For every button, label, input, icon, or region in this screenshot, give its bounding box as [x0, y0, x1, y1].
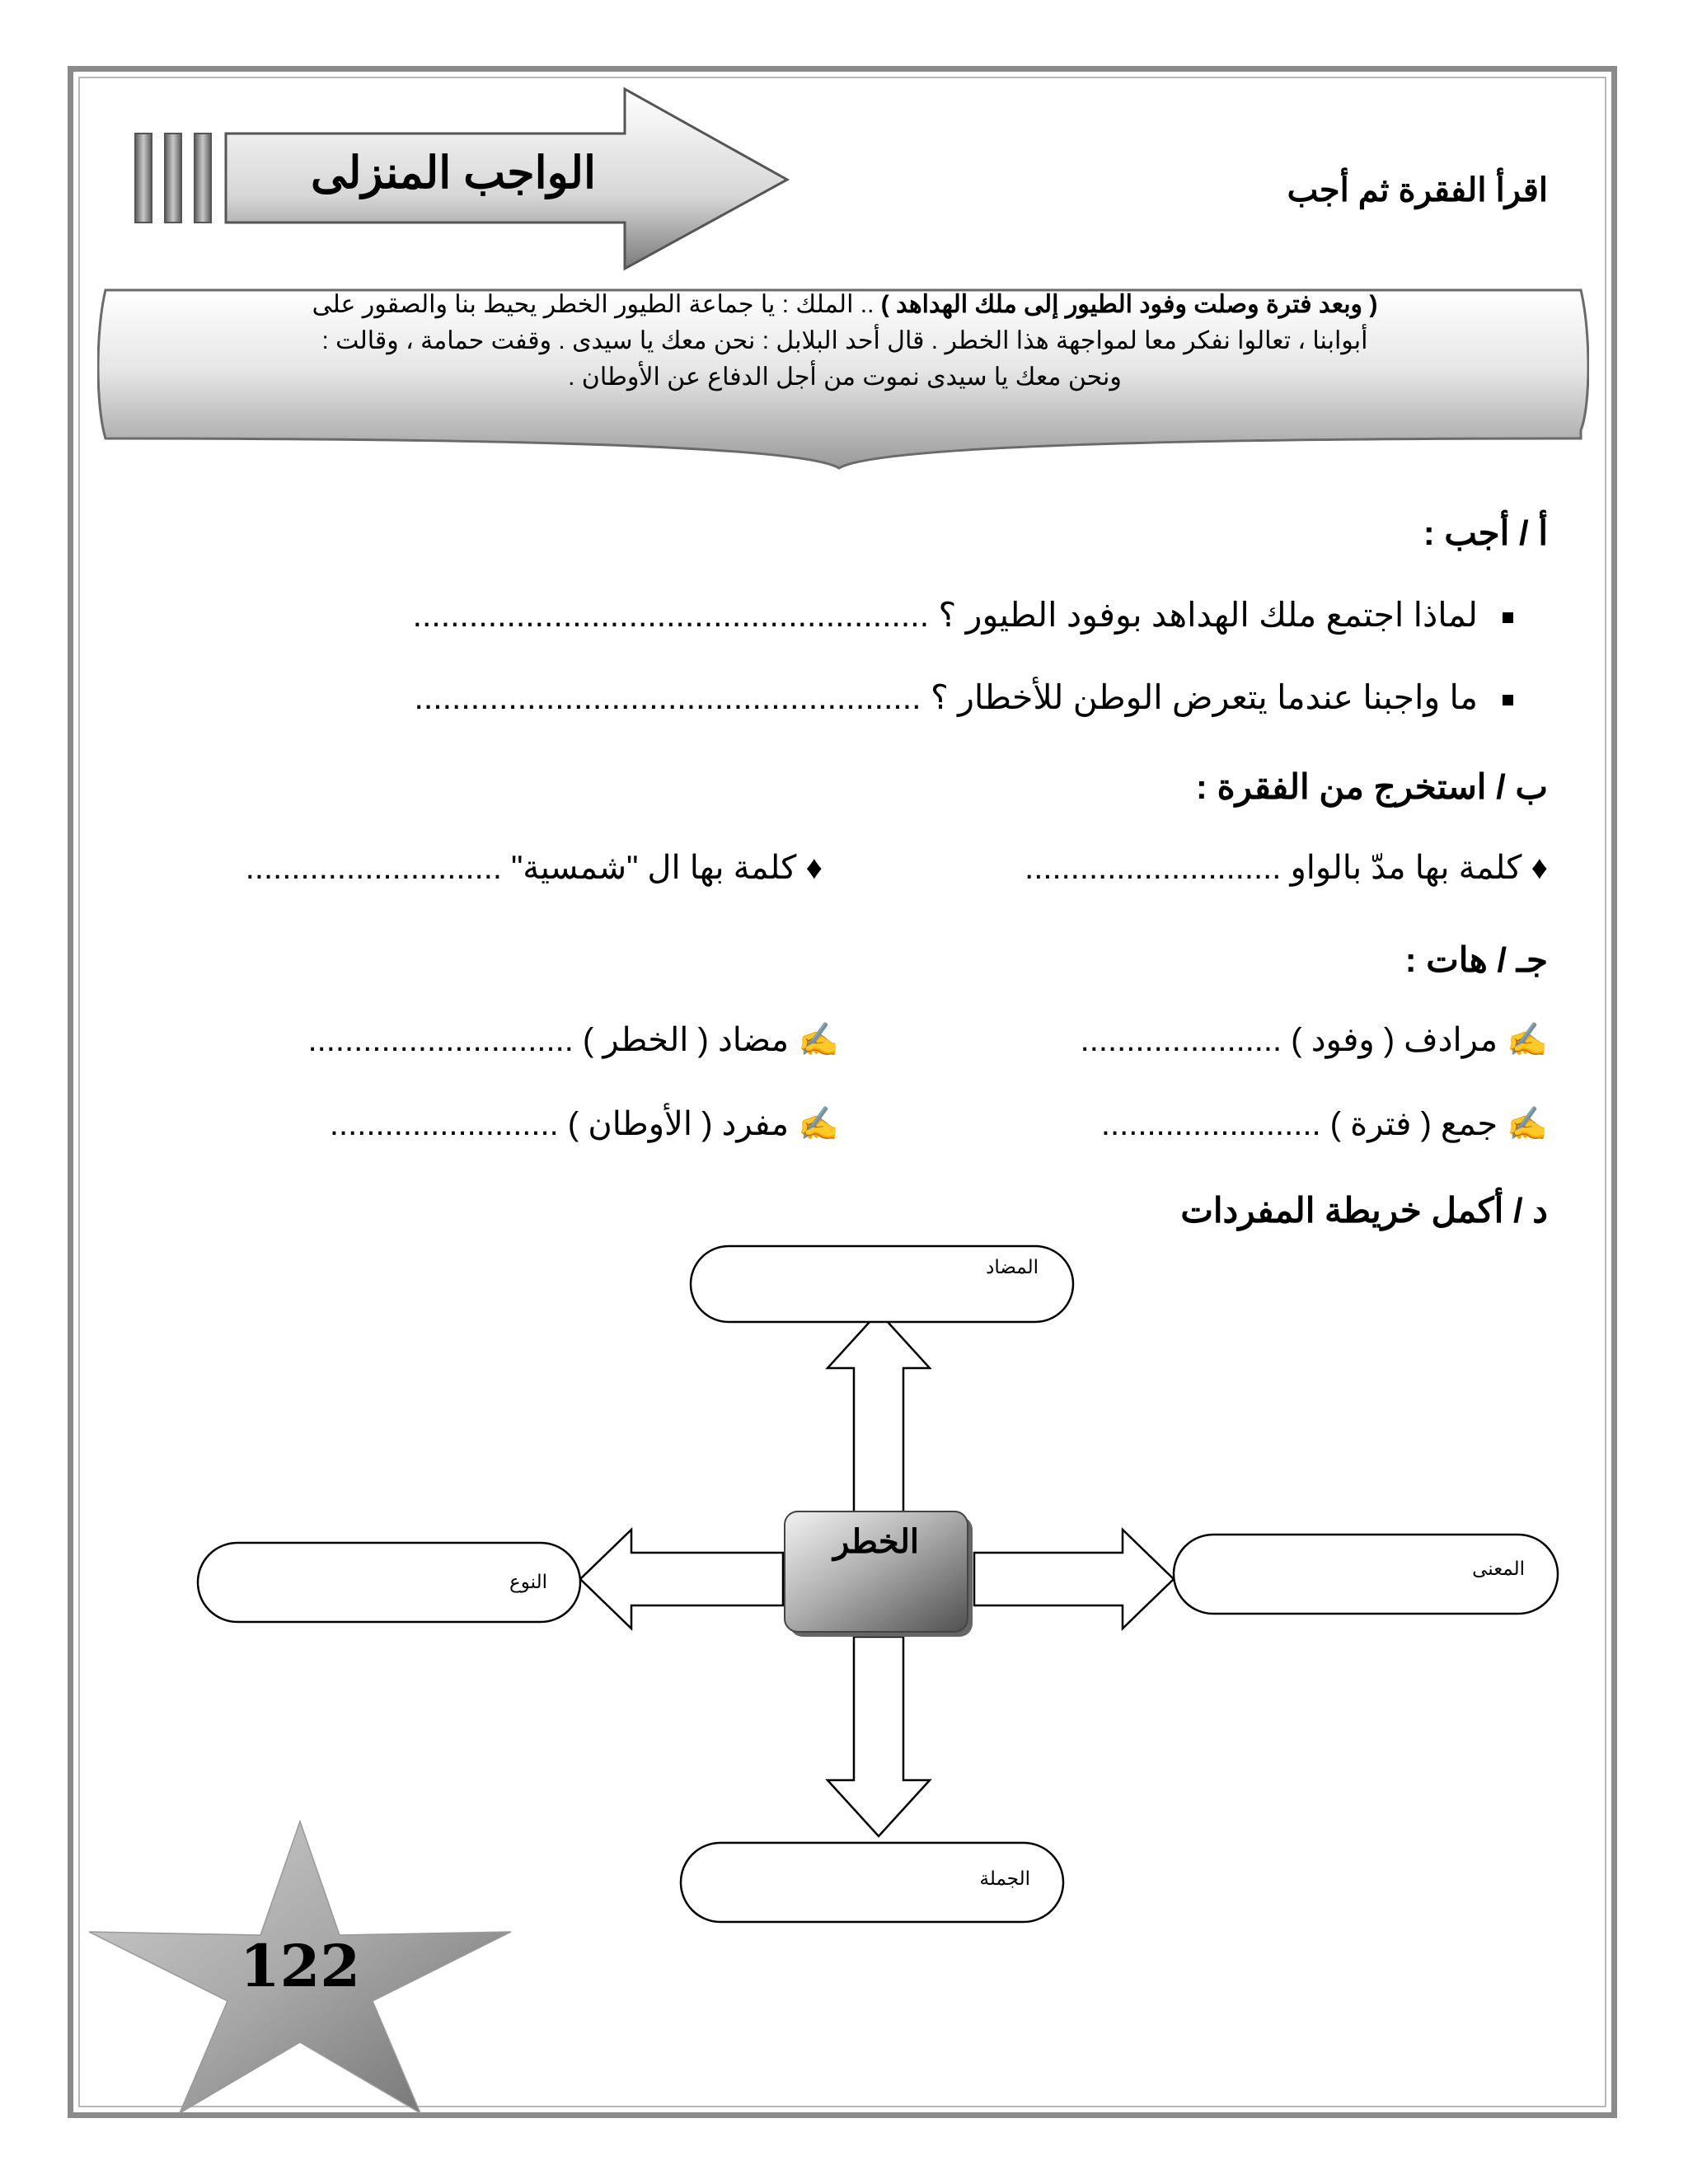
section-a-heading: أ / أجب : — [1423, 513, 1548, 552]
page-number: 122 — [239, 1932, 361, 2000]
give-item-singular-text: مفرد ( الأوطان ) — [567, 1106, 790, 1142]
map-bottom-label: الجملة — [979, 1868, 1030, 1889]
instruction-text: اقرأ الفقرة ثم أجب — [1287, 172, 1548, 209]
extract-answer-1[interactable]: ............................ — [1025, 850, 1282, 886]
section-c-heading: جـ / هات : — [1404, 940, 1548, 979]
question-2-text: ما واجبنا عندما يتعرض الوطن للأخطار ؟ — [930, 678, 1478, 716]
give-answer-synonym[interactable]: ...................... — [1080, 1022, 1282, 1058]
give-answer-plural[interactable]: ........................ — [1100, 1106, 1321, 1142]
extract-answer-2[interactable]: ............................ — [245, 850, 502, 886]
give-item-antonym-text: مضاد ( الخطر ) — [582, 1022, 790, 1058]
section-d-heading: د / أكمل خريطة المفردات — [1180, 1191, 1548, 1230]
writing-hand-icon: ✍ — [1507, 1022, 1548, 1058]
map-center-label: الخطر — [832, 1524, 919, 1560]
extract-item-2-text: كلمة بها ال "شمسية" — [511, 850, 797, 886]
map-left-label: النوع — [509, 1571, 547, 1592]
drop-bullet-icon: ♦ — [1531, 850, 1548, 886]
arrow-left — [580, 1530, 783, 1629]
passage-line-1-rest: .. الملك : يا جماعة الطيور الخطر يحيط بنا والصقور على — [312, 291, 874, 318]
give-item-plural-text: جمع ( فترة ) — [1329, 1106, 1498, 1142]
passage-line-2: أبوابنا ، تعالوا نفكر معا لمواجهة هذا الخطر . قال أحد البلابل : نحن معك يا سيدى . وقفت حمامة ، وقالت : — [321, 327, 1368, 354]
section-b-heading: ب / استخرج من الفقرة : — [1195, 767, 1548, 806]
arrow-down — [828, 1637, 930, 1836]
answer-line-2[interactable]: ...................................................... — [414, 678, 921, 716]
map-top-label: المضاد — [986, 1256, 1039, 1277]
drop-bullet-icon: ♦ — [805, 850, 823, 886]
arrow-up — [828, 1312, 930, 1513]
writing-hand-icon: ✍ — [1507, 1106, 1548, 1142]
passage-intro: ( وبعد فترة وصلت وفود الطيور إلى ملك الهداهد ) — [880, 291, 1378, 318]
give-item-synonym-text: مرادف ( وفود ) — [1291, 1022, 1498, 1058]
extract-item-1-text: كلمة بها مدّ بالواو — [1290, 850, 1522, 886]
writing-hand-icon: ✍ — [798, 1106, 839, 1142]
passage-line-3: ونحن معك يا سيدى نموت من أجل الدفاع عن الأوطان . — [568, 363, 1122, 391]
page-title: الواجب المنزلى — [311, 148, 596, 198]
arrow-right — [974, 1530, 1174, 1629]
map-right-label: المعنى — [1472, 1558, 1525, 1579]
give-answer-singular[interactable]: ......................... — [329, 1106, 559, 1142]
give-answer-antonym[interactable]: ............................. — [307, 1022, 574, 1058]
writing-hand-icon: ✍ — [798, 1022, 839, 1058]
answer-line-1[interactable]: ....................................................... — [412, 596, 930, 634]
question-1-text: لماذا اجتمع ملك الهداهد بوفود الطيور ؟ — [938, 596, 1478, 634]
